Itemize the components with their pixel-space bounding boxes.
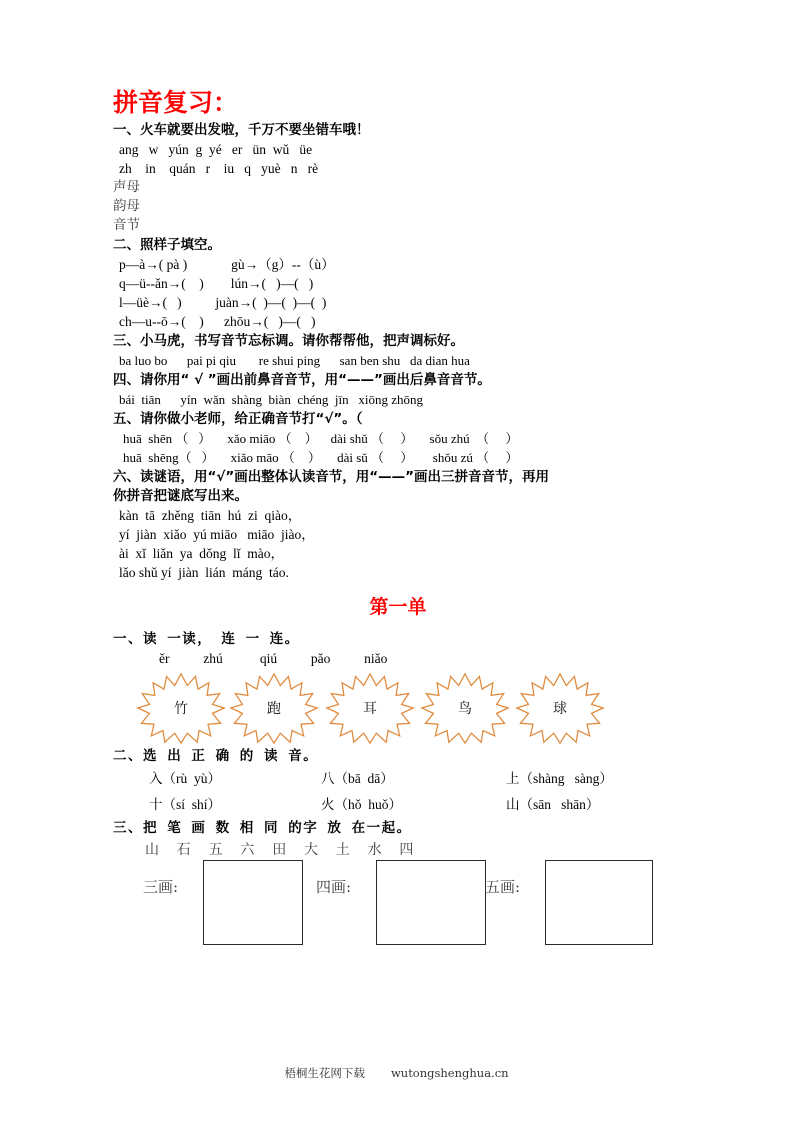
pinyin-row-2: zh in quán r iu q yuè n rè xyxy=(119,161,319,176)
star-burst-er[interactable] xyxy=(324,672,416,744)
footer-site-url: wutongshenghua.cn xyxy=(390,1066,509,1080)
star-burst-qiu[interactable] xyxy=(514,672,606,744)
star-label-zhu: 竹 xyxy=(174,701,188,717)
star-burst-niao[interactable] xyxy=(419,672,511,744)
star-label-pao: 跑 xyxy=(267,701,281,717)
question-heading-2: 二、照样子填空。 xyxy=(113,237,221,253)
riddle-line-1[interactable]: kàn tā zhěng tiān hú zi qiào， xyxy=(119,508,302,523)
pinyin-zhu: zhú xyxy=(203,651,223,666)
pinyin-row-1: ang w yún g yé er ün wǔ üe xyxy=(119,142,313,157)
reading-choice-row-2 xyxy=(113,792,683,818)
choice-shan[interactable]: 山（sān shān） xyxy=(506,797,600,812)
box-label-3-strokes: 三画: xyxy=(143,878,179,896)
question-heading-5: 五、请你做小老师，给正确音节打“√”。（ xyxy=(113,411,363,427)
footer-site-name: 梧桐生花网下载 xyxy=(284,1066,365,1080)
unit1-question-heading-3: 三、把 笔 画 数 相 同 的字 放 在一起。 xyxy=(113,820,412,836)
unit1-question-heading-1: 一、读 一读， 连 一 连。 xyxy=(113,631,300,647)
question-heading-4: 四、请你用“ √ ”画出前鼻音音节，用“——”画出后鼻音音节。 xyxy=(113,372,491,388)
correct-syllable-row-2[interactable]: huā shēng（ ） xiǎo māo （ ） dài sǔ （ ） shǒu zú （ ） xyxy=(123,450,519,465)
fill-blank-row-1[interactable]: p—à→( pà ) gù→（g）--（ù） xyxy=(119,257,335,272)
star-burst-pao[interactable] xyxy=(228,672,320,744)
pinyin-er: ěr xyxy=(159,651,170,666)
star-label-er: 耳 xyxy=(363,701,377,717)
reading-choice-row-1 xyxy=(113,766,683,792)
question-heading-3: 三、小马虎，书写音节忘标调。请你帮帮他，把声调标好。 xyxy=(113,333,464,349)
tone-marking-row[interactable]: ba luo bo pai pi qiu re shui ping san ben shu da dian hua xyxy=(119,353,470,368)
pinyin-qiu: qiú xyxy=(259,651,278,666)
unit1-pinyin-row xyxy=(113,649,683,668)
correct-syllable-row-1[interactable]: huā shēn （ ） xǎo miāo （ ） dài shǔ （ ） sǒu zhú （ ） xyxy=(123,431,519,446)
choice-huo[interactable]: 火（hǒ huǒ） xyxy=(321,797,402,812)
choice-ru[interactable]: 入（rù yù） xyxy=(149,771,221,786)
question-heading-6: 六、读谜语，用“√”画出整体认读音节，用“——”画出三拼音音节，再用 xyxy=(113,469,549,485)
label-shengmu: 声母 xyxy=(113,179,140,195)
stroke-box-group xyxy=(113,868,683,960)
stroke-char-list: 山 石 五 六 田 大 土 水 四 xyxy=(145,842,414,858)
footer-watermark xyxy=(0,1065,793,1081)
box-label-4-strokes: 四画: xyxy=(316,878,352,896)
riddle-line-4[interactable]: lǎo shǔ yí jiàn lián máng táo. xyxy=(119,565,289,580)
stroke-box-5[interactable] xyxy=(545,860,653,945)
unit1-question-heading-2: 二、选 出 正 确 的 读 音。 xyxy=(113,748,319,764)
fill-blank-row-2[interactable]: q—ü--ǎn→( ) lún→( )—( ) xyxy=(119,276,314,291)
question-heading-6-line2: 你拼音把谜底写出来。 xyxy=(113,488,248,504)
pinyin-niao: niǎo xyxy=(364,651,388,666)
unit-heading-text: 第一单 xyxy=(369,596,427,618)
stroke-box-3[interactable] xyxy=(203,860,303,945)
star-burst-zhu[interactable] xyxy=(135,672,227,744)
star-label-niao: 鸟 xyxy=(458,701,472,717)
question-heading-1: 一、火车就要出发啦，千万不要坐错车哦！ xyxy=(113,122,370,138)
choice-shang[interactable]: 上（shàng sàng） xyxy=(506,771,613,786)
choice-ba[interactable]: 八（bā dā） xyxy=(321,771,394,786)
page-content xyxy=(113,88,683,960)
box-label-5-strokes: 五画: xyxy=(485,878,521,896)
unit-heading xyxy=(113,594,683,620)
fill-blank-row-3[interactable]: l—üè→( ) juàn→( )—( )—( ) xyxy=(119,295,327,310)
star-burst-row xyxy=(113,672,683,746)
label-yinjie: 音节 xyxy=(113,217,140,233)
pinyin-pao: pǎo xyxy=(310,651,331,666)
riddle-line-3[interactable]: ài xǐ liǎn ya dǒng lǐ mào， xyxy=(119,546,284,561)
star-label-qiu: 球 xyxy=(553,701,567,717)
riddle-line-2[interactable]: yí jiàn xiǎo yú miāo miāo jiào， xyxy=(119,527,315,542)
label-yunmu: 韵母 xyxy=(113,198,140,214)
nasal-syllable-row[interactable]: bái tiān yín wǎn shàng biàn chéng jīn xiōng zhōng xyxy=(119,392,424,407)
stroke-box-4[interactable] xyxy=(376,860,486,945)
choice-shi[interactable]: 十（sí shí） xyxy=(149,797,222,812)
page-title: 拼音复习： xyxy=(113,88,239,117)
fill-blank-row-4[interactable]: ch—u--ō→( ) zhōu→( )—( ) xyxy=(119,314,316,329)
